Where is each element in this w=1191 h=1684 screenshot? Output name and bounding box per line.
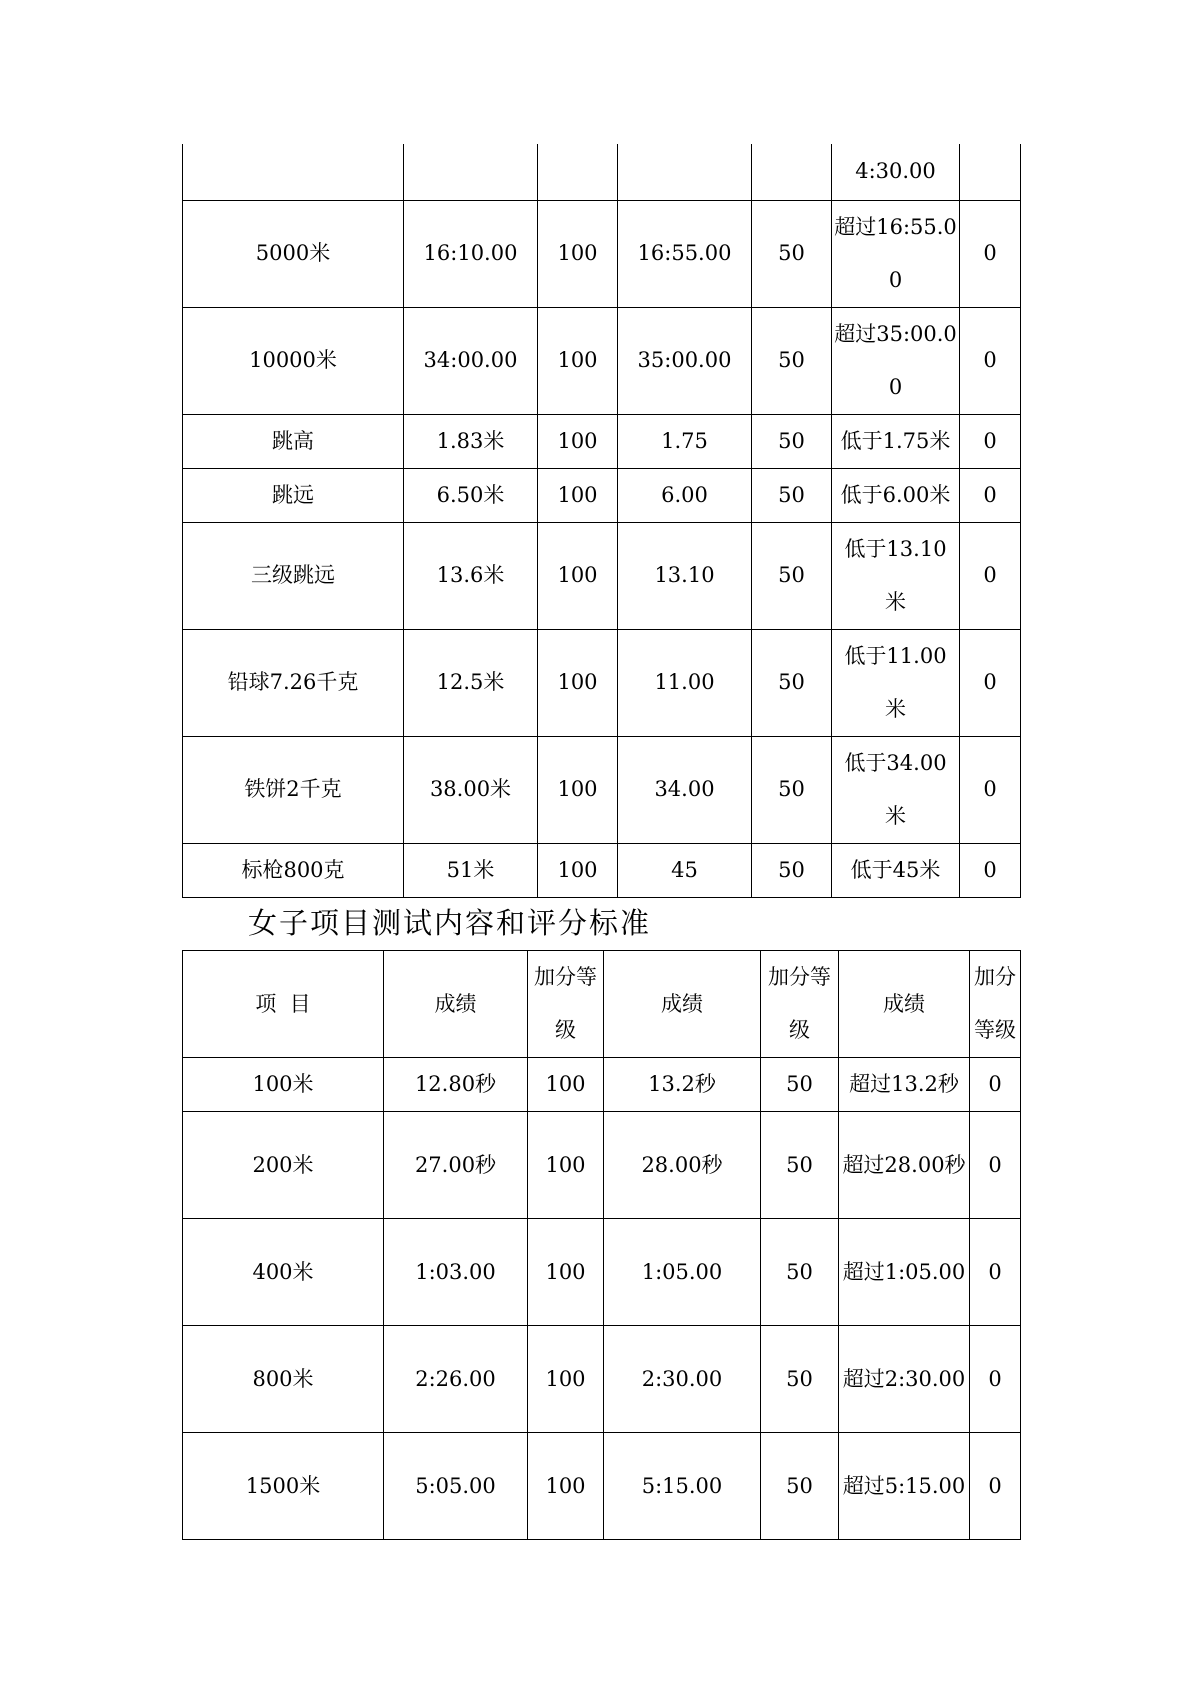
score-cell: 38.00米 [404,736,538,843]
women-table-body [183,1058,1021,1540]
score-cell: 低于13.10米 [832,522,960,629]
points-cell: 100 [528,1058,604,1112]
table-row [183,1433,1021,1540]
event-cell: 1500米 [183,1433,384,1540]
points-cell: 0 [970,1219,1021,1326]
points-cell [538,144,618,200]
table-row [183,1058,1021,1112]
event-cell: 100米 [183,1058,384,1112]
event-cell: 跳远 [183,468,404,522]
score-cell: 5:15.00 [604,1433,761,1540]
header-cell: 成绩 [384,951,528,1058]
event-cell: 铅球7.26千克 [183,629,404,736]
score-cell: 1:05.00 [604,1219,761,1326]
points-cell: 100 [538,414,618,468]
points-cell: 0 [970,1326,1021,1433]
points-cell: 100 [528,1112,604,1219]
score-cell: 16:10.00 [404,200,538,307]
header-cell: 加分等级 [528,951,604,1058]
points-cell: 50 [761,1433,839,1540]
points-cell: 0 [970,1433,1021,1540]
score-cell: 低于6.00米 [832,468,960,522]
score-cell: 34:00.00 [404,307,538,414]
points-cell: 100 [538,629,618,736]
table-row [183,200,1021,307]
header-cell: 加分等级 [970,951,1021,1058]
score-cell: 超过2:30.00 [839,1326,970,1433]
score-cell: 超过28.00秒 [839,1112,970,1219]
points-cell: 100 [538,522,618,629]
points-cell: 0 [960,522,1021,629]
points-cell: 50 [761,1112,839,1219]
score-cell: 1:03.00 [384,1219,528,1326]
header-cell: 加分等级 [761,951,839,1058]
score-cell: 低于34.00米 [832,736,960,843]
points-cell: 100 [538,468,618,522]
score-cell: 13.10 [618,522,752,629]
header-cell: 项 目 [183,951,384,1058]
points-cell: 0 [960,307,1021,414]
points-cell: 0 [960,200,1021,307]
score-cell: 13.6米 [404,522,538,629]
score-cell: 低于11.00米 [832,629,960,736]
score-cell: 1.83米 [404,414,538,468]
event-cell: 800米 [183,1326,384,1433]
header-cell: 成绩 [839,951,970,1058]
points-cell: 0 [960,468,1021,522]
points-cell: 100 [528,1219,604,1326]
score-cell: 12.80秒 [384,1058,528,1112]
points-cell: 0 [960,414,1021,468]
table-row [183,468,1021,522]
score-cell: 51米 [404,843,538,897]
score-cell [404,144,538,200]
points-cell [960,144,1021,200]
event-cell: 10000米 [183,307,404,414]
event-cell: 400米 [183,1219,384,1326]
points-cell: 0 [960,843,1021,897]
header-cell: 成绩 [604,951,761,1058]
points-cell: 100 [528,1326,604,1433]
table-row [183,629,1021,736]
women-section-title: 女子项目测试内容和评分标准 [248,906,652,940]
points-cell: 100 [528,1433,604,1540]
score-cell: 6.00 [618,468,752,522]
score-cell: 13.2秒 [604,1058,761,1112]
event-cell: 标枪800克 [183,843,404,897]
score-cell: 11.00 [618,629,752,736]
score-cell: 超过35:00.00 [832,307,960,414]
event-cell: 200米 [183,1112,384,1219]
table-row [183,144,1021,200]
points-cell: 50 [752,468,832,522]
men-table-body [183,144,1021,897]
score-cell: 超过1:05.00 [839,1219,970,1326]
score-cell: 12.5米 [404,629,538,736]
score-cell: 低于1.75米 [832,414,960,468]
score-cell: 27.00秒 [384,1112,528,1219]
points-cell: 0 [960,629,1021,736]
points-cell: 0 [970,1112,1021,1219]
score-cell: 6.50米 [404,468,538,522]
points-cell: 50 [752,307,832,414]
points-cell: 100 [538,307,618,414]
women-scoring-table [182,950,1021,1540]
score-cell [618,144,752,200]
points-cell: 100 [538,200,618,307]
points-cell: 50 [752,629,832,736]
score-cell: 1.75 [618,414,752,468]
table-row [183,736,1021,843]
event-cell: 铁饼2千克 [183,736,404,843]
table-row [183,522,1021,629]
event-cell: 5000米 [183,200,404,307]
score-cell: 超过13.2秒 [839,1058,970,1112]
table-row [183,843,1021,897]
score-cell: 2:26.00 [384,1326,528,1433]
table-row [183,307,1021,414]
women-table-header [183,951,1021,1058]
points-cell: 50 [752,414,832,468]
points-cell: 50 [761,1219,839,1326]
score-cell: 34.00 [618,736,752,843]
points-cell [752,144,832,200]
points-cell: 0 [970,1058,1021,1112]
score-cell: 2:30.00 [604,1326,761,1433]
points-cell: 100 [538,843,618,897]
points-cell: 0 [960,736,1021,843]
table-row [183,414,1021,468]
event-cell: 跳高 [183,414,404,468]
score-cell: 5:05.00 [384,1433,528,1540]
score-cell: 低于45米 [832,843,960,897]
points-cell: 50 [761,1058,839,1112]
men-scoring-table [182,144,1021,898]
points-cell: 50 [752,522,832,629]
score-cell: 45 [618,843,752,897]
score-cell: 4:30.00 [832,144,960,200]
event-cell [183,144,404,200]
points-cell: 50 [752,843,832,897]
points-cell: 100 [538,736,618,843]
table-row [183,1112,1021,1219]
score-cell: 28.00秒 [604,1112,761,1219]
points-cell: 50 [761,1326,839,1433]
header-row [183,951,1021,1058]
score-cell: 超过5:15.00 [839,1433,970,1540]
points-cell: 50 [752,200,832,307]
score-cell: 超过16:55.00 [832,200,960,307]
table-row [183,1326,1021,1433]
table-row [183,1219,1021,1326]
points-cell: 50 [752,736,832,843]
score-cell: 35:00.00 [618,307,752,414]
score-cell: 16:55.00 [618,200,752,307]
event-cell: 三级跳远 [183,522,404,629]
